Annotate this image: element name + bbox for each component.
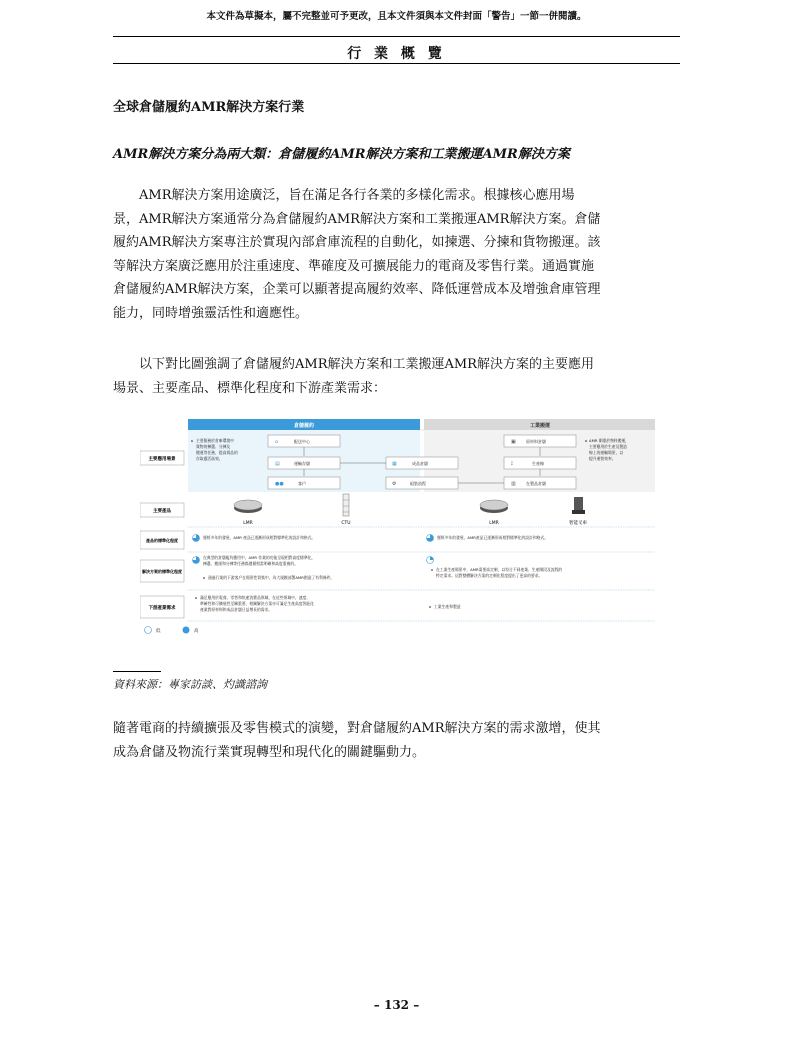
- paragraph-line: 等解決方案廣泛應用於注重速度、準確度及可擴展能力的電商及零售行業。通過實施: [113, 258, 595, 274]
- header-rule-top: [113, 36, 680, 37]
- paragraph-line: 以下對比圖強調了倉儲履約AMR解決方案和工業搬運AMR解決方案的主要應用: [113, 357, 594, 372]
- paragraph-line: 成為倉儲及物流行業實現轉型和現代化的關鍵驅動力。: [113, 744, 426, 760]
- customer-icon: ●●: [275, 481, 284, 487]
- row-label-products: 主要產品: [153, 509, 171, 514]
- harvey-ball-left-solution: [193, 557, 200, 564]
- page-number: – 132 –: [373, 998, 420, 1012]
- row-label-product-std: 產品的標準化程度: [146, 538, 178, 543]
- demand-text: 產業對原材料和成品倉儲日益增長的需求。: [200, 607, 273, 612]
- note-line: 提升運營效率。: [589, 456, 616, 461]
- header-rule-bottom: [113, 63, 680, 64]
- legend-high: 高: [194, 629, 199, 634]
- paragraph-line: 能力，同時增強靈活性和適應性。: [113, 305, 309, 321]
- note-line: 線上的運輸場景，以: [589, 450, 624, 455]
- paragraph-1: [113, 184, 680, 325]
- paragraph-line: 隨著電商的持續擴張及零售模式的演變，對倉儲履約AMR解決方案的需求激增，使其: [113, 721, 601, 736]
- flow-label: 組裝流程: [410, 481, 426, 486]
- warehouse-icon: ⌂: [275, 439, 279, 445]
- flow-label: 生產線: [532, 461, 544, 466]
- paragraph-3: [113, 717, 680, 764]
- figure-source: 資料來源：專家訪談、灼識諮詢: [113, 678, 267, 691]
- subsection-heading: AMR解決方案分為兩大類：倉儲履約AMR解決方案和工業搬運AMR解決方案: [113, 147, 570, 162]
- comparison-figure: [140, 418, 655, 640]
- flow-label: 成品倉儲: [412, 461, 428, 466]
- std-text: 在典型的倉儲履約應用中，AMR 作業的功能呈現相對高度標準化，: [203, 555, 316, 560]
- harvey-ball-left-product: [193, 535, 200, 542]
- std-text: 通過行業的下游客戶在場景性質集中，為大規模部署AMR創造了有利條件。: [208, 575, 335, 580]
- demand-text: 工業生產和製造: [434, 604, 461, 609]
- legend-low: 低: [156, 629, 161, 634]
- wip-icon: ▥: [511, 481, 516, 487]
- paragraph-line: 履約AMR解決方案專注於實現內部倉庫流程的自動化，如揀選、分揀和貨物搬運。該: [113, 235, 601, 250]
- row-labels: [140, 451, 184, 618]
- storage-icon: ▤: [275, 461, 280, 467]
- section-title: 行 業 概 覽: [347, 46, 446, 62]
- paragraph-line: 倉儲履約AMR解決方案，企業可以顯著提高履約效率、降低運營成本及增強倉庫管理: [113, 282, 601, 297]
- raw-material-icon: ▣: [511, 439, 516, 445]
- paragraph-line: 場景、主要產品、標準化程度和下游產業需求：: [113, 380, 387, 396]
- forklift-icon: [574, 497, 583, 510]
- section-heading: 全球倉儲履約AMR解決方案行業: [113, 100, 305, 115]
- note-line: 搬運等任務，提高貨品的: [196, 450, 238, 455]
- legend-low-icon: [145, 627, 152, 634]
- note-line: 存取靈活高效。: [196, 456, 223, 461]
- std-text: 揀選、搬運和分揀等任務都遵循相當明確和高度重複的。: [203, 561, 298, 566]
- paragraph-2: [113, 353, 680, 400]
- demand-text: 準確性和可擴展性至關重要，相關解決方案亦可滿足生產高度智能化: [200, 601, 314, 606]
- product-label: 智能叉車: [569, 521, 587, 526]
- product-label: CTU: [341, 521, 351, 526]
- note-line: 貨物的揀選、分揀及: [196, 444, 231, 449]
- flow-label: 配送中心: [294, 439, 310, 444]
- demand-row: [195, 595, 461, 612]
- col-header-right: 工業搬運: [529, 423, 551, 429]
- note-line: 主要服務於倉庫環境中: [196, 438, 234, 443]
- robot-arm-icon: ⟟: [511, 461, 513, 467]
- factory-icon: ▦: [392, 461, 397, 467]
- product-label: LMR: [489, 521, 499, 526]
- note-line: 主要應用於生產及製造: [589, 444, 627, 449]
- flow-label: 原材料倉儲: [526, 439, 546, 444]
- harvey-ball-right-solution: [427, 557, 434, 564]
- solution-std-row: [193, 555, 563, 580]
- paragraph-line: AMR解決方案用途廣泛，旨在滿足各行各業的多樣化需求。根據核心應用場: [113, 188, 575, 203]
- product-label: LMR: [243, 521, 253, 526]
- std-text: 特定需求。這對整體解決方案的定制化程度提出了更高的要求。: [436, 573, 543, 578]
- row-label-solution-std: 解決方案的標準化程度: [142, 569, 182, 574]
- harvey-ball-fill: [430, 557, 434, 561]
- std-text: 在工業生產場景中，AMR需要高定制，以符合不同產業、生產階段及流程的: [436, 567, 563, 572]
- demand-text: 滿足應用於電商、零售和快速消費品領域，在這些領域中，速度、: [200, 595, 311, 600]
- ctu-robot-icon: [343, 494, 349, 516]
- harvey-ball-right-product: [427, 535, 434, 542]
- product-std-row: [193, 535, 549, 542]
- flow-label: 運輸存儲: [294, 461, 310, 466]
- draft-disclaimer: 本文件為草擬本，屬不完整並可予更改，且本文件須與本文件封面「警告」一節一併閱讀。: [206, 11, 587, 22]
- legend: [145, 627, 200, 635]
- flow-label: 客戶: [298, 481, 306, 486]
- paragraph-line: 景，AMR解決方案通常分為倉儲履約AMR解決方案和工業搬運AMR解決方案。倉儲: [113, 211, 601, 227]
- assembly-icon: ⚙: [392, 481, 397, 487]
- legend-high-icon: [183, 627, 190, 634]
- col-header-left: 倉儲履約: [293, 423, 315, 429]
- row-label-demand: 下游產業需求: [148, 606, 176, 611]
- flow-label: 在製品倉儲: [526, 481, 546, 486]
- products-row: [234, 494, 587, 526]
- row-label-scenario: 主要應用場景: [148, 457, 176, 462]
- right-flow: [504, 435, 576, 489]
- note-line: AMR 側重於物料搬運，: [589, 438, 630, 443]
- std-text: 歷經多年的發展，AMR產品已逐漸形成相對標準化的設計和格式。: [437, 535, 549, 540]
- source-rule: [113, 671, 161, 672]
- std-text: 歷經多年的發展，AMR 產品已逐漸形成相對標準化的設計和格式。: [203, 535, 316, 540]
